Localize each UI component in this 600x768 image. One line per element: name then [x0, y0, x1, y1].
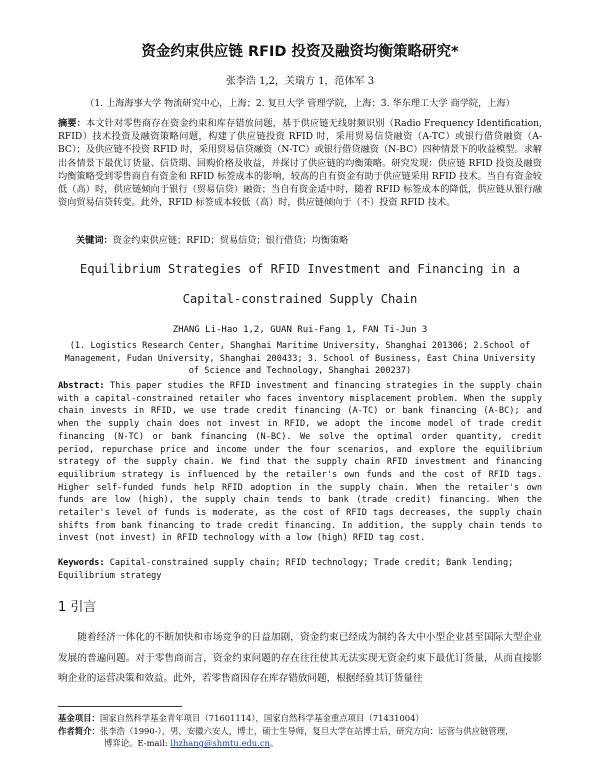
chinese-abstract-text: 本文针对零售商存在资金约束和库存错放问题，基于供应链无线射频识别（Radio Frequency Identification, RFID）技术投资及融资策略问题，构建了供应链投资 RFID 时，采用贸易信贷融资（A-TC）或银行借贷融资（A-BC）；及供应链不投资 RFID 时，采用贸易信贷融资（N-TC）或银行借贷融资（N-BC）四种情景下的收益模型。求解出各情景下最优订货量、信贷期、回购价格及收益，并探讨了供应链的均衡策略。研究发现：供应链 RFID 投资及融资均衡策略受到零售商自有资金和 RFID 标签成本的影响，较高的自有资金有助于供应链采用 RFID 技术。当自有资金较低（高）时，供应链倾向于银行（贸易信贷）融资；当自有资金适中时，随着 RFID 标签成本的降低，供应链从银行融资向贸易信贷转变。此外，RFID 标签成本较低（高）时，供应链倾向于（不）投资 RFID 技术。 — [58, 118, 542, 209]
chinese-keywords — [76, 232, 542, 246]
english-abstract — [58, 380, 542, 545]
english-keywords — [58, 557, 542, 582]
chinese-authors: 张李浩 1,2，关瑞方 1，范体军 3 — [225, 76, 375, 87]
author-footnote — [58, 725, 542, 738]
funding-text: 国家自然科学基金青年项目（71601114），国家自然科学基金重点项目（71431004） — [99, 713, 424, 723]
chinese-keywords-text: 资金约束供应链；RFID；贸易信贷；银行借贷；均衡策略 — [112, 235, 349, 246]
author-bio-text-continued: 博弈论。E-mail: — [104, 738, 168, 749]
english-affiliation: (1. Logistics Research Center, Shanghai Maritime University, Shanghai 201306; 2.School of Management, Fudan University, Shanghai 200433; 3. School of Business, East China University of Science and Technology, Shanghai 200237) — [64, 341, 536, 377]
english-abstract-label: Abstract: — [58, 381, 105, 391]
english-abstract-text: This paper studies the RFID investment and financing strategies in the supply chain with a capital-constrained retailer who faces inventory misplacement problem. When the supply chain invests in RFID, we use trade credit financing (A-TC) or bank financing (A-BC); and when the supply chain does not invest in RFID, we adopt the income model of trade credit financing (N-TC) or bank financing (N-BC). We solve the optimal order quantity, credit period, repurchase price and income under the four scenarios, and explore the equilibrium strategy of the supply chain. We find that the supply chain RFID investment and financing equilibrium strategy is influenced by the retailer's own funds and the cost of RFID tags. Higher self-funded funds help RFID adoption in the supply chain. When the retailer's own funds are low (high), the supply chain tends to bank (trade credit) financing. When the retailer's level of funds is moderate, as the cost of RFID tags decreases, the supply chain shifts from bank financing to trade credit financing. In addition, the supply chain tends to invest (not invest) in RFID technology with a low (high) RFID tag cost. — [58, 381, 542, 544]
section-heading: 1 引言 — [58, 600, 97, 615]
chinese-affiliation: （1. 上海海事大学 物流研究中心，上海；2. 复旦大学 管理学院，上海；3. 华东理工大学 商学院，上海） — [85, 98, 515, 109]
funding-label: 基金项目： — [58, 713, 100, 723]
author-email-link[interactable]: lhzhang@shmtu.edu.cn — [170, 738, 270, 749]
chinese-abstract — [58, 117, 542, 209]
footnote-divider — [58, 706, 182, 707]
english-authors: ZHANG Li-Hao 1,2, GUAN Rui-Fang 1, FAN Ti-Jun 3 — [172, 325, 428, 335]
english-title-line-2: Capital-constrained Supply Chain — [182, 292, 418, 306]
chinese-title: 资金约束供应链 RFID 投资及融资均衡策略研究* — [141, 44, 459, 60]
english-keywords-label: Keywords: — [58, 558, 105, 568]
author-bio-label: 作者简介： — [58, 725, 100, 736]
author-footnote-continued — [58, 737, 542, 750]
chinese-abstract-label: 摘要： — [58, 118, 86, 129]
section-body-text: 随着经济一体化的不断加快和市场竞争的日益加剧，资金约束已经成为制约各大中小型企业甚至国际大型企业发展的普遍问题。对于零售商而言，资金约束问题的存在往往使其无法实现无资金约束下最优订货量，从而直接影响企业的运营决策和效益。此外，若零售商因存在库存错放问题，根据经验其订货量往 — [58, 632, 542, 684]
footnotes — [58, 712, 542, 750]
funding-footnote — [58, 712, 542, 725]
email-suffix: 。 — [269, 738, 279, 749]
english-keywords-text: Capital-constrained supply chain; RFID technology; Trade credit; Bank lending; Equilibrium strategy — [58, 558, 514, 581]
author-bio-text: 张李浩（1990-），男，安徽六安人，博士，硕士生导师，复旦大学在站博士后，研究方向：运营与供应链管理， — [99, 725, 514, 736]
english-title-line-1: Equilibrium Strategies of RFID Investment and Financing in a — [79, 262, 521, 276]
chinese-keywords-label: 关键词： — [76, 235, 113, 246]
